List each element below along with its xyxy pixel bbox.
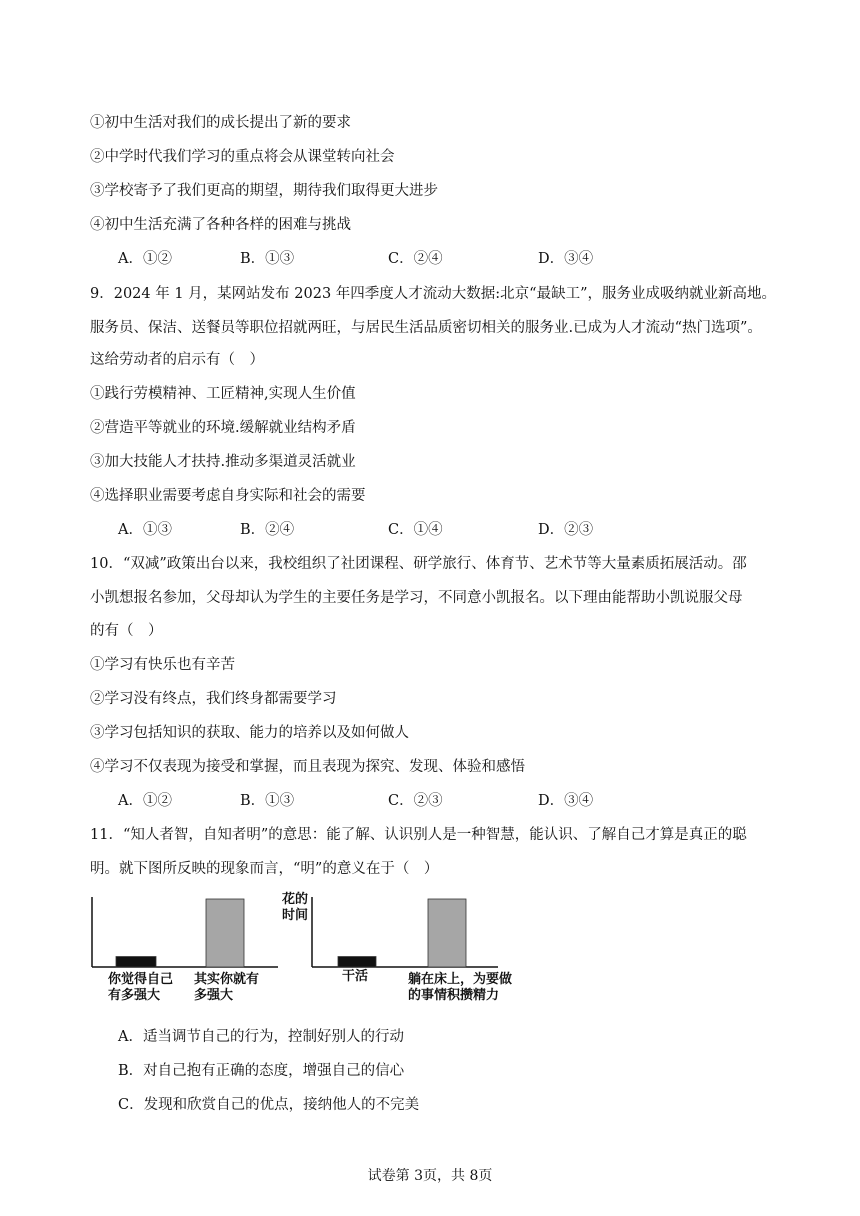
q10-option-a[interactable]: A．①②	[118, 793, 172, 809]
q9-option-b[interactable]: B．②④	[240, 522, 295, 538]
q8-statement-1: ①初中生活对我们的成长提出了新的要求	[90, 115, 351, 131]
q9-statement-3: ③加大技能人才扶持.推动多渠道灵活就业	[90, 454, 356, 470]
q11-option-c[interactable]: C．发现和欣赏自己的优点，接纳他人的不完美	[118, 1097, 420, 1113]
left-chart-bar-2	[206, 899, 244, 967]
q11-option-b[interactable]: B．对自己抱有正确的态度，增强自己的信心	[118, 1063, 405, 1079]
q10-stem-line-2: 小凯想报名参加，父母却认为学生的主要任务是学习，不同意小凯报名。以下理由能帮助小凯说服父母	[90, 590, 743, 606]
q11-stem-line-2: 明。就下图所反映的现象而言，“明”的意义在于（ ）	[90, 861, 439, 877]
q10-stem-line-3: 的有（ ）	[90, 623, 163, 639]
q8-statement-3: ③学校寄予了我们更高的期望，期待我们取得更大进步	[90, 183, 438, 199]
left-chart-bar-1	[116, 957, 156, 967]
q9-stem-line-2: 服务员、保洁、送餐员等职位招就两旺，与居民生活品质密切相关的服务业.已成为人才流动“热门选项”。	[90, 320, 762, 336]
right-chart-bar-2	[428, 899, 466, 967]
q8-option-a[interactable]: A．①②	[118, 251, 172, 267]
q11-stem-line-1: 11．“知人者智，自知者明”的意思：能了解、认识别人是一种智慧，能认识、了解自己才算是真正的聪	[90, 827, 747, 843]
left-chart-label-2a: 其实你就有	[194, 972, 260, 987]
q10-option-d[interactable]: D．③④	[538, 793, 594, 809]
right-chart-label-2a: 躺在床上，为要做	[408, 972, 513, 987]
q9-option-d[interactable]: D．②③	[538, 522, 594, 538]
right-chart-bar-1	[338, 957, 376, 967]
q8-statement-2: ②中学时代我们学习的重点将会从课堂转向社会	[90, 149, 395, 165]
q8-options	[118, 247, 818, 267]
right-chart-bars	[338, 899, 466, 967]
right-chart-label-2b: 的事情积攒精力	[408, 988, 500, 1003]
q11-option-a[interactable]: A．适当调节自己的行为，控制好别人的行动	[118, 1029, 404, 1045]
q9-statement-2: ②营造平等就业的环境.缓解就业结构矛盾	[90, 420, 356, 436]
q9-option-a[interactable]: A．①③	[118, 522, 172, 538]
q10-statement-3: ③学习包括知识的获取、能力的培养以及如何做人	[90, 725, 409, 741]
right-chart-label-1: 干活	[342, 969, 369, 984]
q10-statement-1: ①学习有快乐也有辛苦	[90, 657, 235, 673]
left-chart-bars	[116, 899, 244, 967]
q9-stem-line-1: 9．2024 年 1 月，某网站发布 2023 年四季度人才流动大数据:北京“最缺工”，服务业成吸纳就业新高地。	[90, 286, 777, 302]
q10-option-c[interactable]: C．②③	[388, 793, 443, 809]
q9-option-c[interactable]: C．①④	[388, 522, 443, 538]
right-chart-ylabel-a: 花的	[282, 892, 309, 907]
q8-statement-4: ④初中生活充满了各种各样的困难与挑战	[90, 217, 351, 233]
left-chart-label-1b: 有多强大	[108, 988, 161, 1003]
q10-option-b[interactable]: B．①③	[240, 793, 295, 809]
page-footer: 试卷第 3页，共 8页	[367, 1168, 493, 1184]
q8-option-d[interactable]: D．③④	[538, 251, 594, 267]
q9-statement-1: ①践行劳模精神、工匠精神,实现人生价值	[90, 386, 356, 402]
q10-stem-line-1: 10．“双减”政策出台以来，我校组织了社团课程、研学旅行、体育节、艺术节等大量素质拓展活动。邵	[90, 556, 747, 572]
q10-options	[118, 789, 818, 809]
q9-stem-line-3: 这给劳动者的启示有（ ）	[90, 352, 264, 368]
left-chart-label-1a: 你觉得自己	[108, 972, 174, 987]
right-chart-ylabel-b: 时间	[282, 908, 309, 923]
q8-option-c[interactable]: C．②④	[388, 251, 443, 267]
q10-statement-2: ②学习没有终点，我们终身都需要学习	[90, 691, 337, 707]
q9-statement-4: ④选择职业需要考虑自身实际和社会的需要	[90, 488, 366, 504]
q11-figure	[86, 887, 546, 1012]
left-chart-label-2b: 多强大	[194, 988, 234, 1003]
q10-statement-4: ④学习不仅表现为接受和掌握，而且表现为探究、发现、体验和感悟	[90, 759, 525, 775]
q9-options	[118, 518, 818, 538]
q8-option-b[interactable]: B．①③	[240, 251, 295, 267]
